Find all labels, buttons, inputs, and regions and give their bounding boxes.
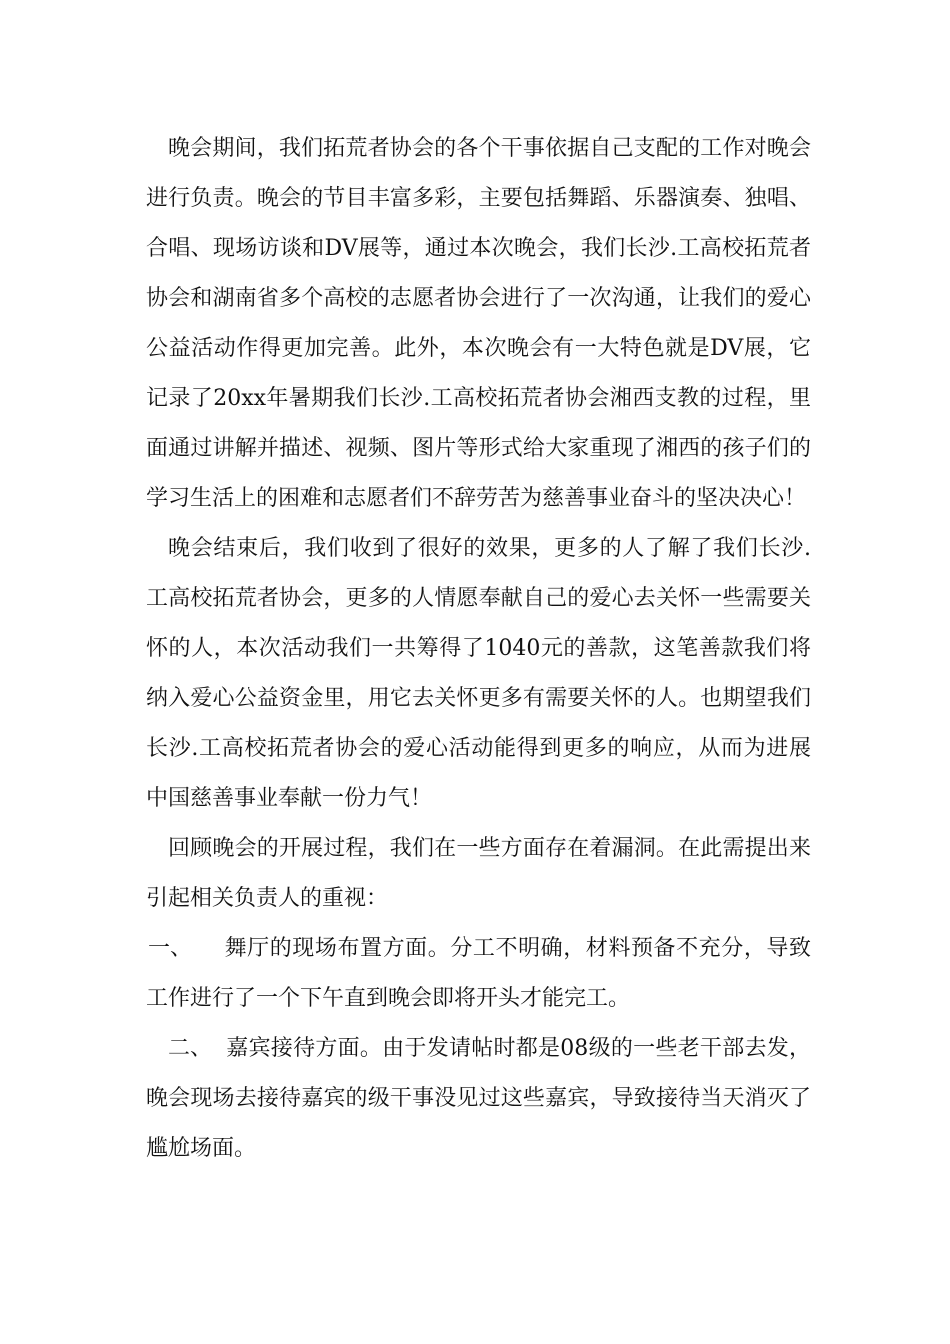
list-item-text: 嘉宾接待方面。由于发请帖时都是08级的一些老干部去发，晚会现场去接待嘉宾的级干事没见过这些嘉宾，导致接待当天消灭了尴尬场面。 bbox=[146, 1036, 811, 1161]
document-body bbox=[146, 124, 811, 1174]
paragraph-gala-activities: 晚会期间，我们拓荒者协会的各个干事依据自己支配的工作对晚会进行负责。晚会的节目丰富多彩，主要包括舞蹈、乐器演奏、独唱、合唱、现场访谈和DV展等，通过本次晚会，我们长沙.工高校拓荒者协会和湖南省多个高校的志愿者协会进行了一次沟通，让我们的爱心公益活动作得更加完善。此外，本次晚会有一大特色就是DV展，它记录了20xx年暑期我们长沙.工高校拓荒者协会湘西支教的过程，里面通过讲解并描述、视频、图片等形式给大家重现了湘西的孩子们的学习生活上的困难和志愿者们不辞劳苦为慈善事业奋斗的坚决决心！ bbox=[146, 136, 811, 511]
paragraph-review-intro: 回顾晚会的开展过程，我们在一些方面存在着漏洞。在此需提出来引起相关负责人的重视： bbox=[146, 836, 811, 911]
list-marker: 一、 bbox=[148, 936, 193, 961]
list-marker: 二、 bbox=[168, 1036, 213, 1061]
list-item-guest-reception bbox=[146, 1024, 811, 1174]
list-item-venue-setup bbox=[146, 924, 811, 1024]
paragraph-gala-results: 晚会结束后，我们收到了很好的效果，更多的人了解了我们长沙.工高校拓荒者协会，更多的人情愿奉献自己的爱心去关怀一些需要关怀的人，本次活动我们一共筹得了1040元的善款，这笔善款我们将纳入爱心公益资金里，用它去关怀更多有需要关怀的人。也期望我们长沙.工高校拓荒者协会的爱心活动能得到更多的响应，从而为进展中国慈善事业奉献一份力气！ bbox=[146, 536, 811, 811]
list-item-text: 舞厅的现场布置方面。分工不明确，材料预备不充分，导致工作进行了一个下午直到晚会即将开头才能完工。 bbox=[146, 936, 811, 1011]
